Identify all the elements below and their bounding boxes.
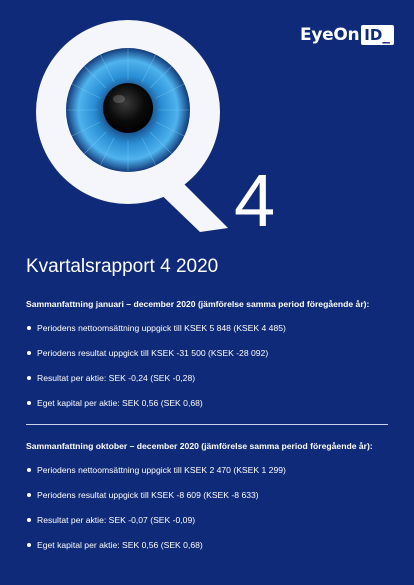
bullet-icon: [27, 376, 31, 380]
bullet-icon: [27, 518, 31, 522]
list-item-text: Resultat per aktie: SEK -0,24 (SEK -0,28): [37, 373, 196, 383]
summary-year-heading: Sammanfattning januari – december 2020 (jämförelse samma period föregående år):: [26, 299, 370, 309]
bullet-icon: [27, 493, 31, 497]
list-item-text: Periodens nettoomsättning uppgick till KSEK 5 848 (KSEK 4 485): [37, 323, 286, 333]
bullet-icon: [27, 326, 31, 330]
summary-year-list: [26, 322, 388, 409]
list-item-text: Eget kapital per aktie: SEK 0,56 (SEK 0,68): [37, 540, 203, 550]
summary-year-section: [26, 298, 388, 409]
summary-quarter-heading: Sammanfattning oktober – december 2020 (jämförelse samma period föregående år):: [26, 441, 373, 451]
list-item: [26, 372, 388, 384]
pupil-highlight: [113, 95, 125, 103]
list-item: [26, 514, 388, 526]
summary-quarter-list: [26, 464, 388, 551]
list-item: [26, 539, 388, 551]
eye-pupil: [103, 83, 153, 133]
list-item: [26, 347, 388, 359]
section-divider: [26, 424, 388, 425]
list-item: [26, 322, 388, 334]
list-item: [26, 397, 388, 409]
bullet-icon: [27, 351, 31, 355]
bullet-icon: [27, 468, 31, 472]
list-item-text: Periodens resultat uppgick till KSEK -31 500 (KSEK -28 092): [37, 348, 269, 358]
logo-text: EyeOn: [300, 25, 360, 45]
list-item-text: Periodens resultat uppgick till KSEK -8 609 (KSEK -8 633): [37, 490, 259, 500]
logo-box-text: ID_: [361, 25, 394, 45]
report-title: Kvartalsrapport 4 2020: [26, 256, 219, 277]
list-item-text: Resultat per aktie: SEK -0,07 (SEK -0,09): [37, 515, 196, 525]
bullet-icon: [27, 401, 31, 405]
summary-quarter-section: [26, 440, 388, 551]
bullet-icon: [27, 543, 31, 547]
list-item-text: Eget kapital per aktie: SEK 0,56 (SEK 0,68): [37, 398, 203, 408]
list-item-text: Periodens nettoomsättning uppgick till KSEK 2 470 (KSEK 1 299): [37, 465, 286, 475]
list-item: [26, 489, 388, 501]
eyeonid-logo: [300, 25, 394, 45]
quarter-number: 4: [234, 159, 276, 242]
list-item: [26, 464, 388, 476]
